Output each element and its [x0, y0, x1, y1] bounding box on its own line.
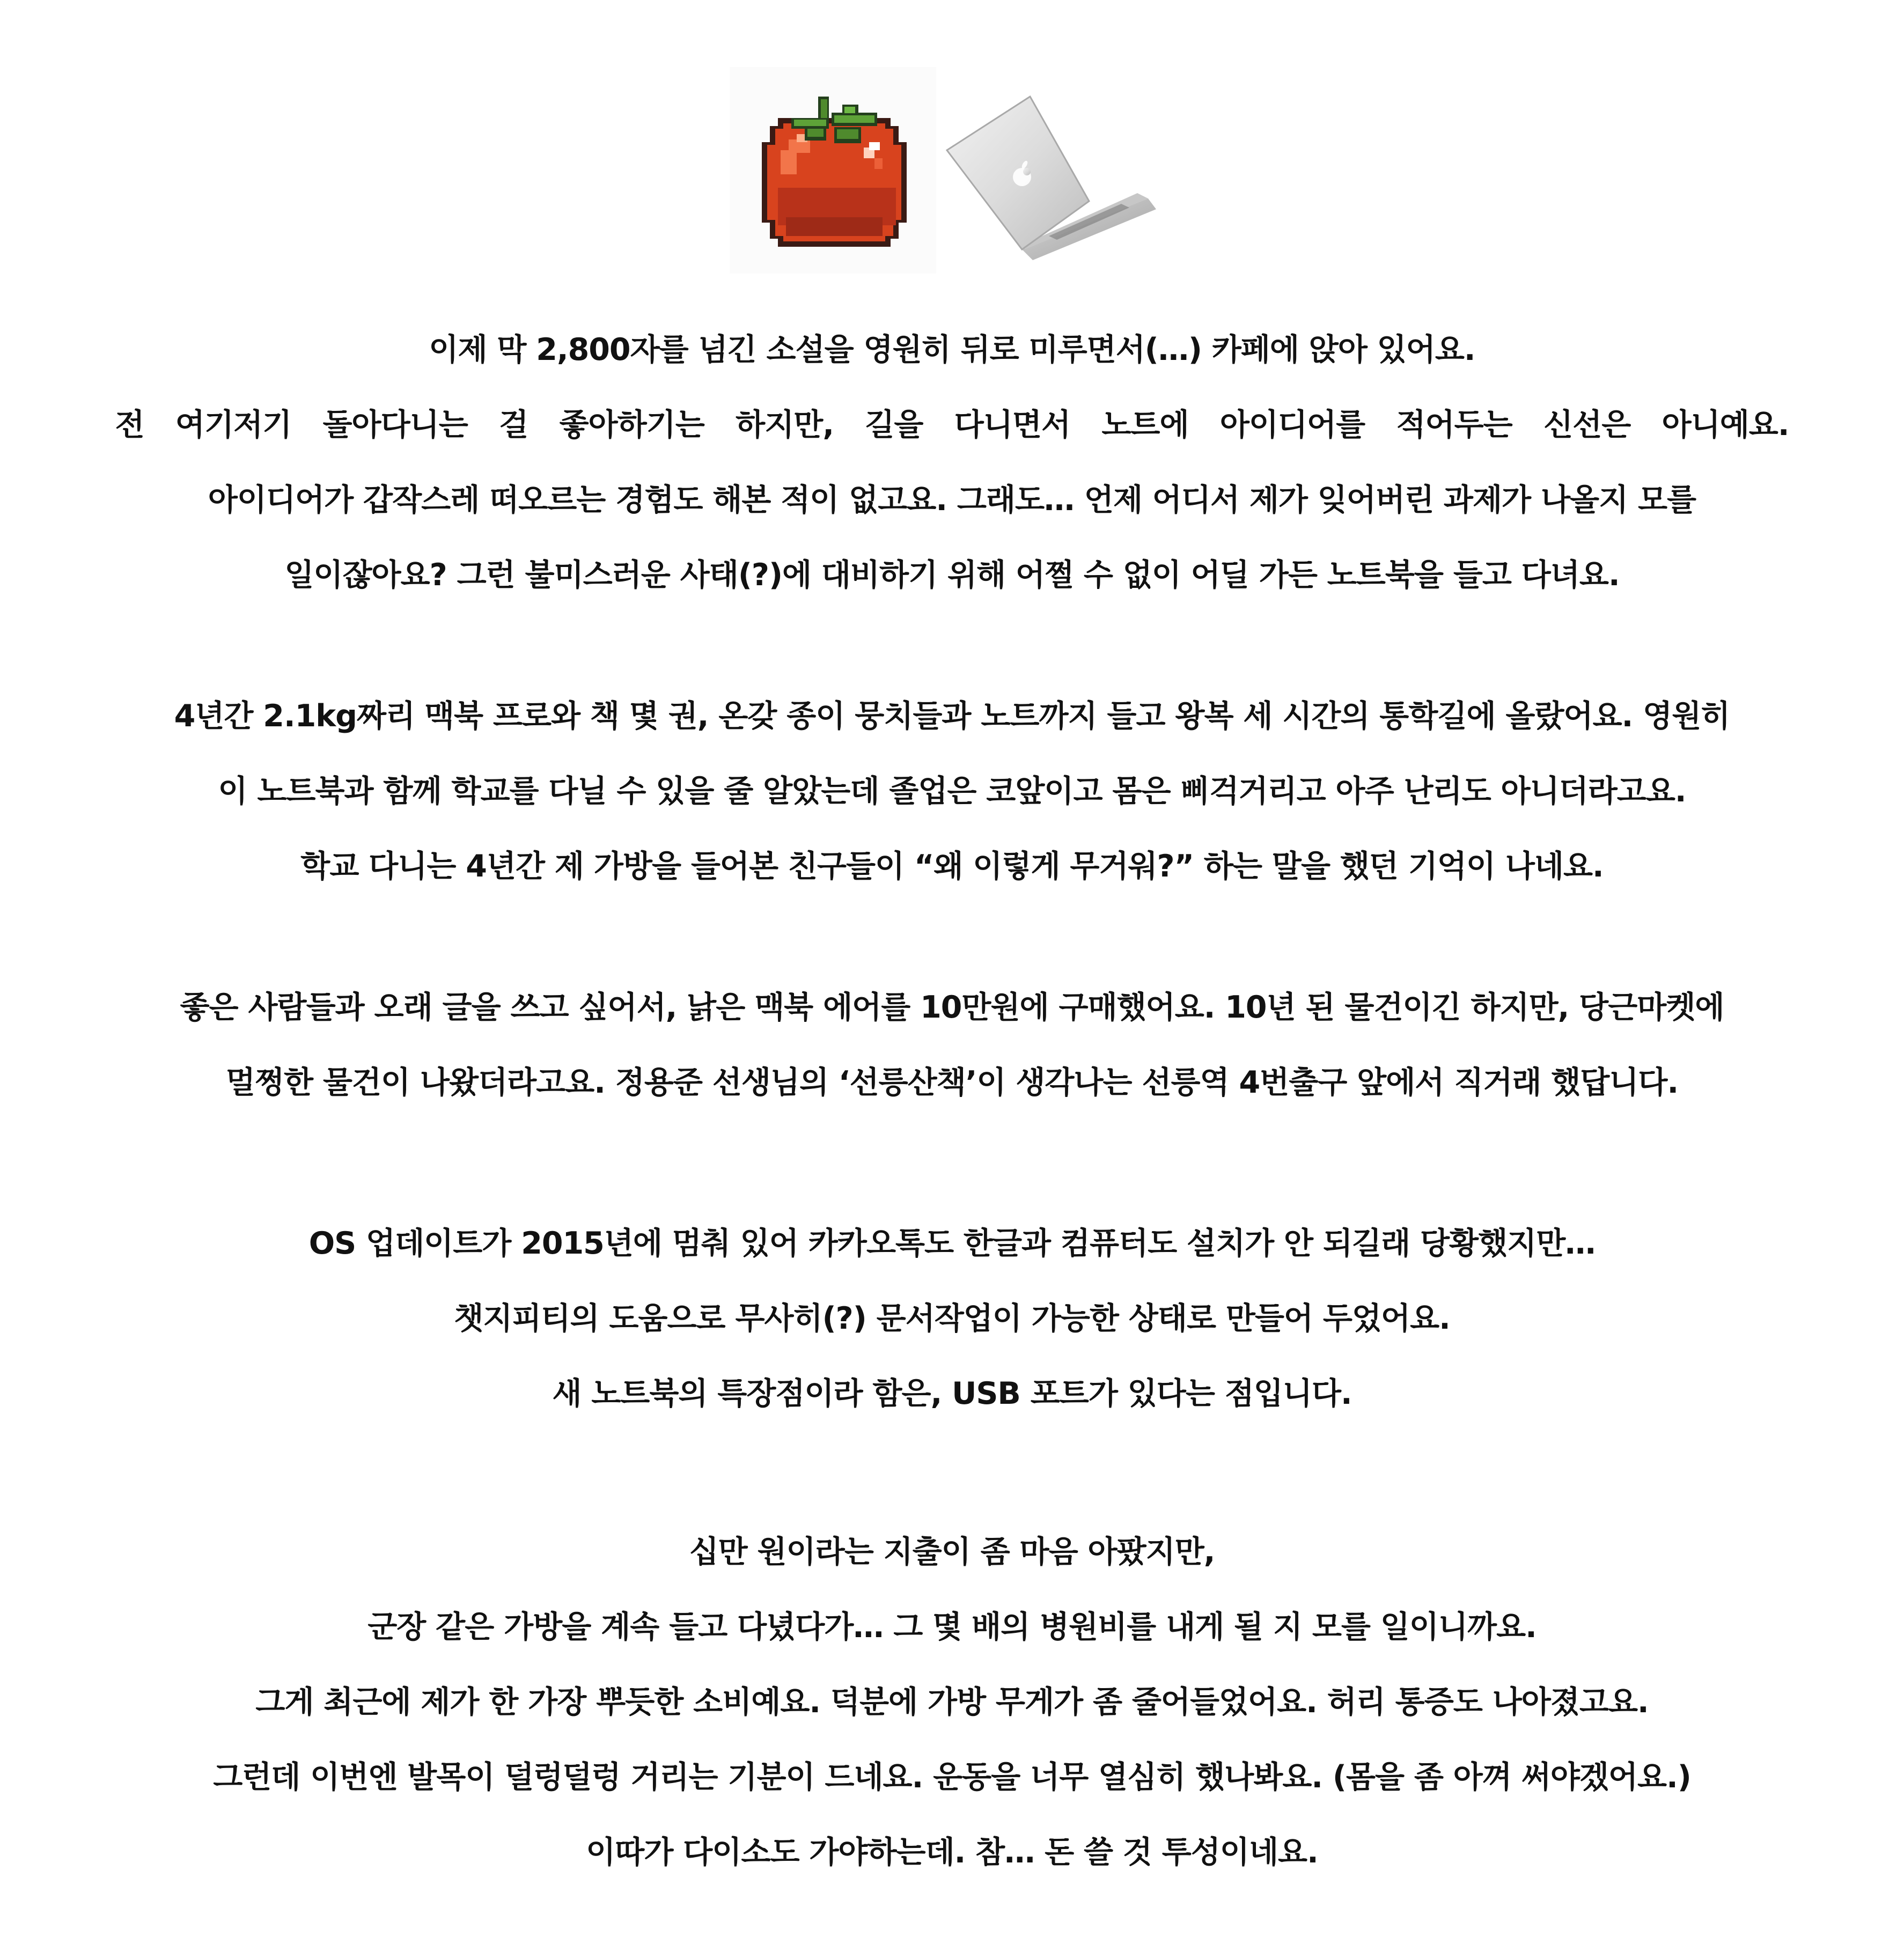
text-line: 멀쩡한 물건이 나왔더라고요. 정용준 선생님의 ‘선릉산책’이 생각나는 선릉역 4번출구 앞에서 직거래 했답니다.	[225, 1065, 1679, 1100]
text-line: 그런데 이번엔 발목이 덜렁덜렁 거리는 기분이 드네요. 운동을 너무 열심히 했나봐요. (몸을 좀 아껴 써야겠어요.)	[213, 1759, 1691, 1795]
text-line: 챗지피티의 도움으로 무사히(?) 문서작업이 가능한 상태로 만들어 두었어요.	[454, 1301, 1450, 1336]
laptop-image	[923, 83, 1159, 260]
text-line: 이 노트북과 함께 학교를 다닐 수 있을 줄 알았는데 졸업은 코앞이고 몸은 삐걱거리고 아주 난리도 아니더라고요.	[218, 774, 1686, 809]
paragraph-5	[0, 1514, 1904, 1890]
text-line: 그게 최근에 제가 한 가장 뿌듯한 소비예요. 덕분에 가방 무게가 좀 줄어들었어요. 허리 통증도 나아졌고요.	[255, 1684, 1649, 1720]
paragraph-4	[0, 1206, 1904, 1431]
text-line: 십만 원이라는 지출이 좀 마음 아팠지만,	[689, 1534, 1215, 1570]
text-line: 아이디어가 갑작스레 떠오르는 경험도 해본 적이 없고요. 그래도… 언제 어디서 제가 잊어버린 과제가 나올지 모를	[208, 482, 1696, 518]
text-line: 좋은 사람들과 오래 글을 쓰고 싶어서, 낡은 맥북 에어를 10만원에 구매했어요. 10년 된 물건이긴 하지만, 당근마켓에	[180, 990, 1724, 1025]
paragraph-3	[0, 970, 1904, 1120]
tomato-icon	[730, 67, 936, 274]
text-line: 새 노트북의 특장점이라 함은, USB 포트가 있다는 점입니다.	[552, 1376, 1352, 1411]
laptop-icon	[923, 83, 1159, 260]
text-line: 학교 다니는 4년간 제 가방을 들어본 친구들이 “왜 이렇게 무거워?” 하는 말을 했던 기억이 나네요.	[300, 849, 1604, 884]
text-line: 이따가 다이소도 가야하는데. 참… 돈 쓸 것 투성이네요.	[586, 1835, 1318, 1870]
text-line: OS 업데이트가 2015년에 멈춰 있어 카카오톡도 한글과 컴퓨터도 설치가 안 되길래 당황했지만…	[308, 1226, 1596, 1261]
paragraph-1	[0, 312, 1904, 613]
paragraph-2	[0, 679, 1904, 904]
text-line: 일이잖아요? 그런 불미스러운 사태(?)에 대비하기 위해 어쩔 수 없이 어딜 가든 노트북을 들고 다녀요.	[284, 557, 1620, 593]
text-line: 4년간 2.1kg짜리 맥북 프로와 책 몇 권, 온갖 종이 뭉치들과 노트까지 들고 왕복 세 시간의 통학길에 올랐어요. 영원히	[174, 698, 1730, 734]
text-line: 군장 같은 가방을 계속 들고 다녔다가… 그 몇 배의 병원비를 내게 될 지 모를 일이니까요.	[367, 1609, 1537, 1645]
header-images	[730, 67, 1159, 274]
text-line: 이제 막 2,800자를 넘긴 소설을 영원히 뒤로 미루면서(…) 카페에 앉아 있어요.	[429, 332, 1475, 367]
tomato-image	[730, 67, 936, 274]
text-line: 전 여기저기 돌아다니는 걸 좋아하기는 하지만, 길을 다니면서 노트에 아이디어를 적어두는 신선은 아니예요.	[115, 407, 1789, 443]
